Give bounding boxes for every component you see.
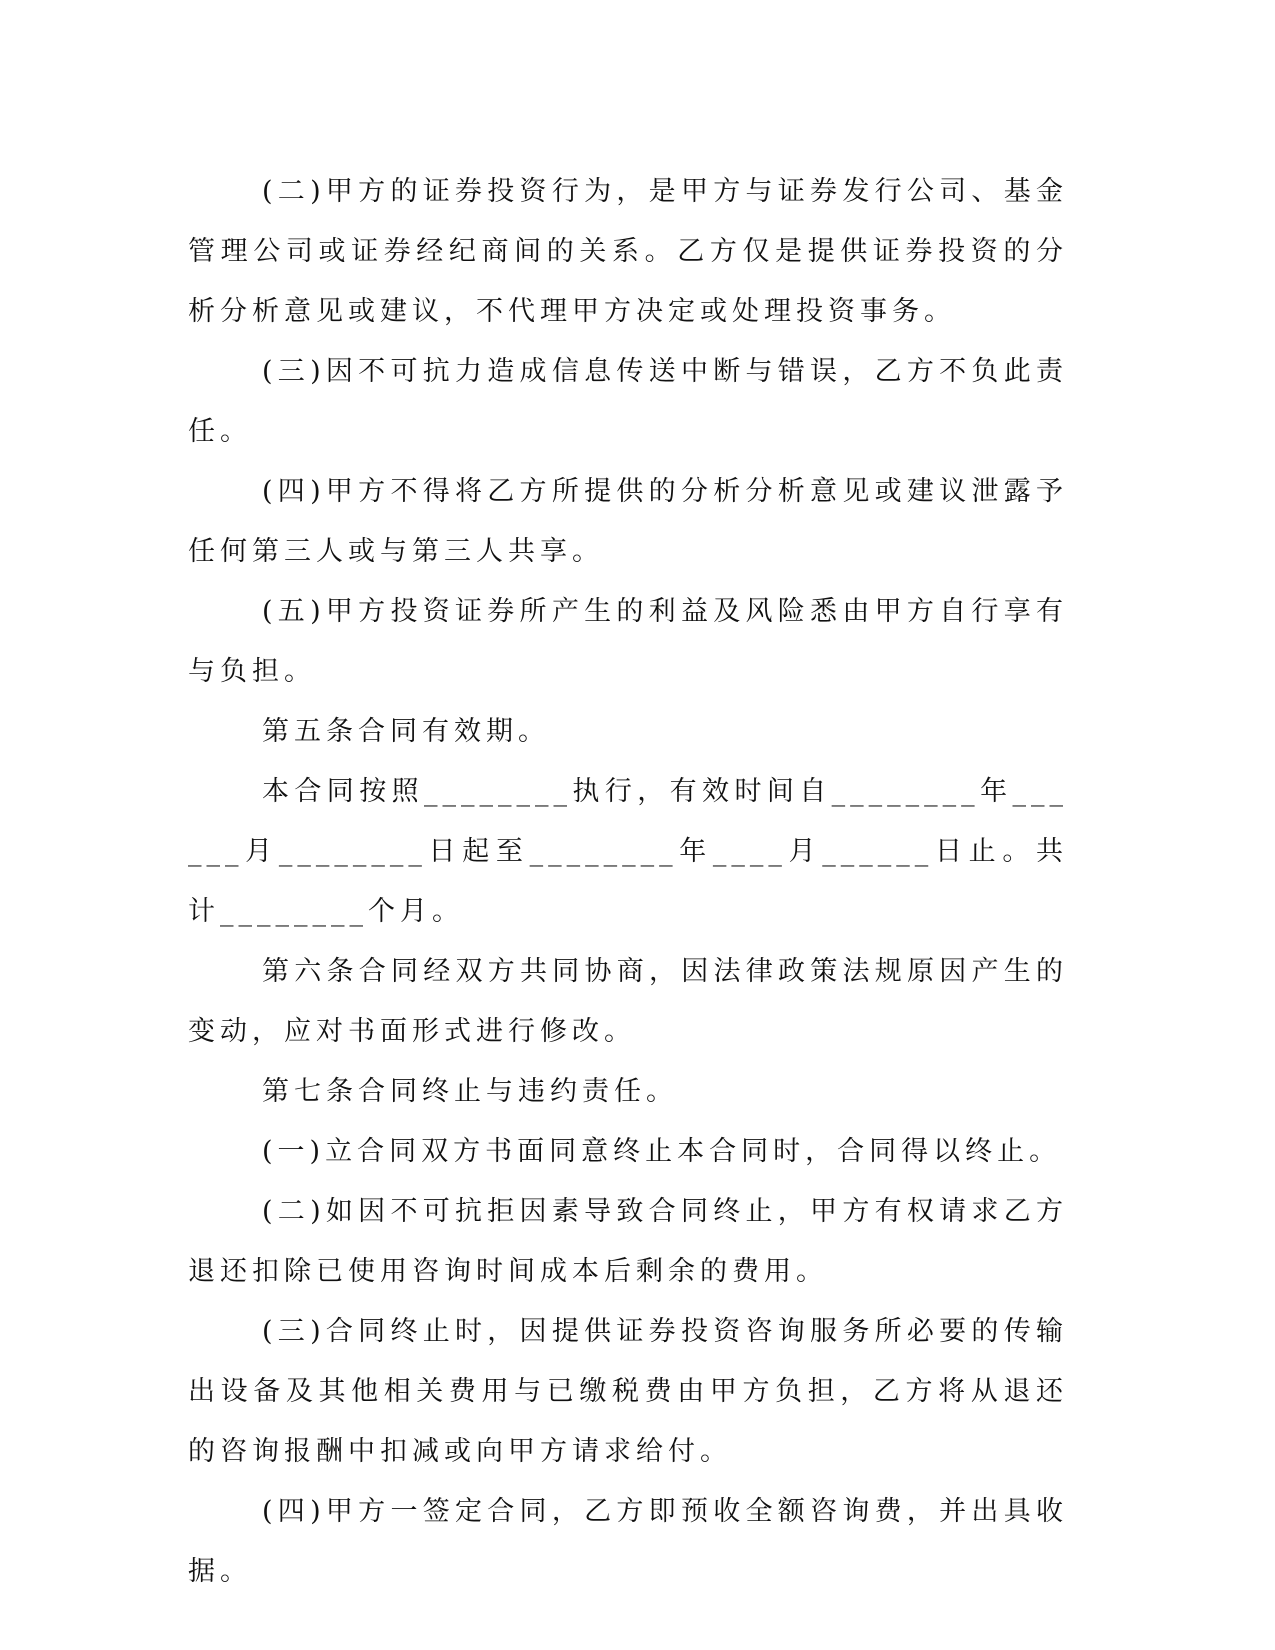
termination-clause-4: (四)甲方一签定合同，乙方即预收全额咨询费，并出具收据。 bbox=[188, 1496, 1068, 1587]
clause-3-paragraph: (三)因不可抗力造成信息传送中断与错误，乙方不负此责任。 bbox=[188, 356, 1068, 447]
article-5-heading: 第五条合同有效期。 bbox=[262, 716, 550, 747]
article-7-heading: 第七条合同终止与违约责任。 bbox=[262, 1076, 678, 1107]
termination-clause-2: (二)如因不可抗拒因素导致合同终止，甲方有权请求乙方退还扣除已使用咨询时间成本后剩余的费用。 bbox=[188, 1196, 1068, 1287]
clause-2-paragraph: (二)甲方的证券投资行为，是甲方与证券发行公司、基金管理公司或证券经纪商间的关系。乙方仅是提供证券投资的分析分析意见或建议，不代理甲方决定或处理投资事务。 bbox=[188, 176, 1068, 327]
validity-period-paragraph: 本合同按照________执行，有效时间自________年______月________日起至________年____月______日止。共计________个月。 bbox=[188, 776, 1068, 927]
termination-clause-3: (三)合同终止时，因提供证券投资咨询服务所必要的传输出设备及其他相关费用与已缴税费由甲方负担，乙方将从退还的咨询报酬中扣减或向甲方请求给付。 bbox=[188, 1316, 1068, 1467]
termination-clause-1: (一)立合同双方书面同意终止本合同时，合同得以终止。 bbox=[262, 1136, 1062, 1167]
clause-5-paragraph: (五)甲方投资证券所产生的利益及风险悉由甲方自行享有与负担。 bbox=[188, 596, 1068, 687]
clause-4-paragraph: (四)甲方不得将乙方所提供的分析分析意见或建议泄露予任何第三人或与第三人共享。 bbox=[188, 476, 1068, 567]
document-page bbox=[188, 162, 1068, 1602]
article-6-paragraph: 第六条合同经双方共同协商，因法律政策法规原因产生的变动，应对书面形式进行修改。 bbox=[188, 956, 1068, 1047]
